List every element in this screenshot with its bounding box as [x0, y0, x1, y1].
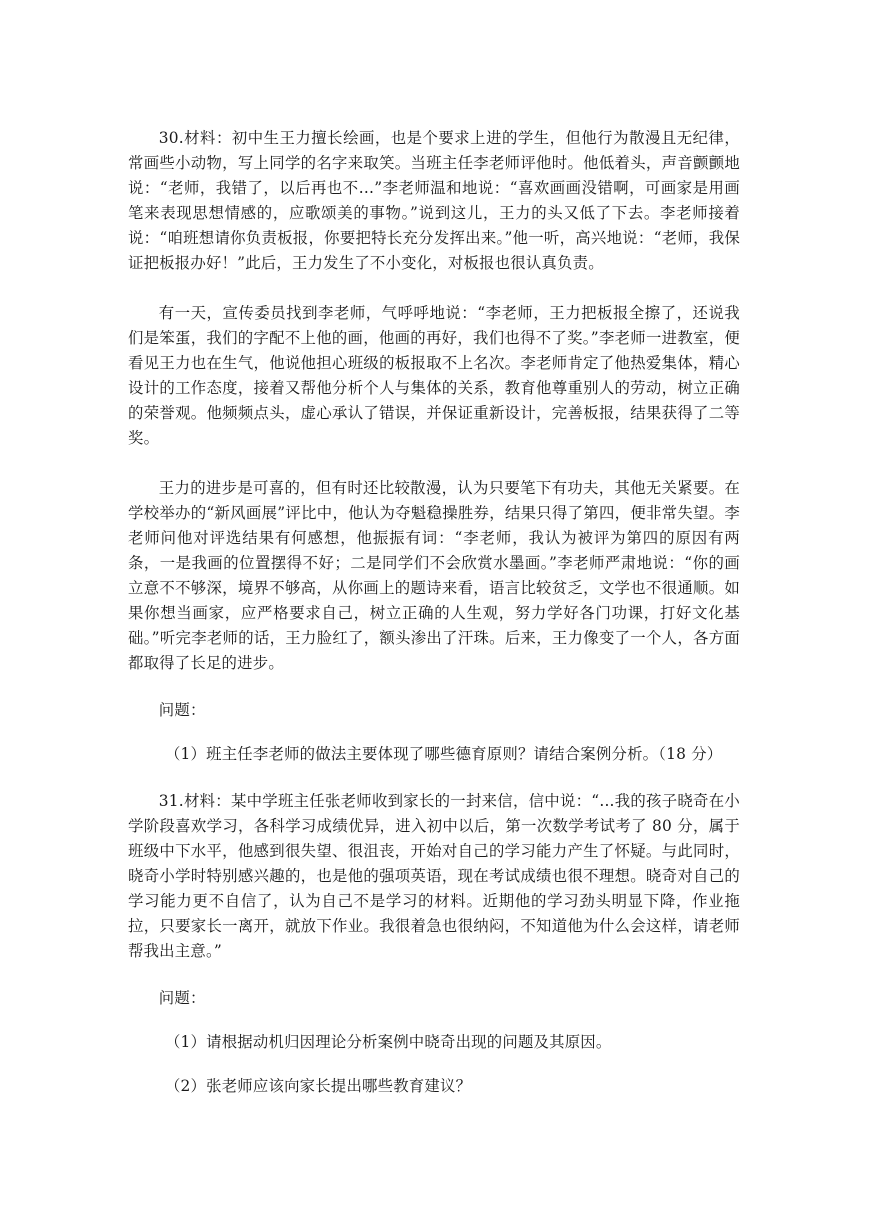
q30-material-paragraph-3: 王力的进步是可喜的，但有时还比较散漫，认为只要笔下有功夫，其他无关紧要。在学校举办的“新风画展”评比中，他认为夺魁稳操胜券，结果只得了第四，便非常失望。李老师问他对评选结果有何感想，他振振有词：“李老师，我认为被评为第四的原因有两条，一是我画的位置摆得不好；二是同学们不会欣赏水墨画。”李老师严肃地说：“你的画立意不不够深，境界不够高，从你画上的题诗来看，语言比较贫乏，文学也不很通顺。如果你想当画家，应严格要求自己，树立正确的人生观，努力学好各门功课，打好文化基础。”听完李老师的话，王力脸红了，额头渗出了汗珠。后来，王力像变了一个人，各方面都取得了长足的进步。	[128, 479, 740, 672]
document-page	[128, 126, 740, 1099]
spacer	[128, 1011, 740, 1030]
spacer	[128, 964, 740, 986]
q30-question-label: 问题：	[158, 701, 206, 719]
spacer	[128, 676, 740, 698]
q31-question-label: 问题：	[158, 989, 206, 1007]
spacer	[128, 276, 740, 301]
spacer	[128, 1055, 740, 1074]
spacer	[128, 723, 740, 742]
spacer	[128, 767, 740, 789]
q30-material-paragraph-1: 30.材料：初中生王力擅长绘画，也是个要求上进的学生，但他行为散漫且无纪律，常画些小动物，写上同学的名字来取笑。当班主任李老师评他时。他低着头，声音颤颤地说：“老师，我错了，以后再也不…”李老师温和地说：“喜欢画画没错啊，可画家是用画笔来表现思想情感的，应歌颂美的事物。”说到这儿，王力的头又低了下去。李老师接着说：“咱班想请你负责板报，你要把特长充分发挥出来。”他一听，高兴地说：“老师，我保证把板报办好！”此后，王力发生了不小变化，对板报也很认真负责。	[128, 129, 740, 272]
spacer	[128, 451, 740, 476]
q31-material-paragraph-1: 31.材料：某中学班主任张老师收到家长的一封来信，信中说：“...我的孩子晓奇在小学阶段喜欢学习，各科学习成绩优异，进入初中以后，第一次数学考试考了 80 分，属于班级中下水平，他感到很失望、很沮丧，开始对自己的学习能力产生了怀疑。与此同时，晓奇小学时特别感兴趣的，也是他的强项英语，现在考试成绩也很不理想。晓奇对自己的学习能力更不自信了，认为自己不是学习的材料。近期他的学习劲头明显下降，作业拖拉，只要家长一离开，就放下作业。我很着急也很纳闷，不知道他为什么会这样，请老师帮我出主意。”	[128, 792, 740, 960]
q30-material-paragraph-2: 有一天，宣传委员找到李老师，气呼呼地说：“李老师，王力把板报全擦了，还说我们是笨蛋，我们的字配不上他的画，他画的再好，我们也得不了奖。”李老师一进教室，便看见王力也在生气，他说他担心班级的板报取不上名次。李老师肯定了他热爱集体，精心设计的工作态度，接着又帮他分析个人与集体的关系，教育他尊重别人的劳动，树立正确的荣誉观。他频频点头，虚心承认了错误，并保证重新设计，完善板报，结果获得了二等奖。	[128, 304, 740, 447]
q31-sub-question-2: （2）张老师应该向家长提出哪些教育建议？	[164, 1077, 472, 1095]
q30-sub-question-1: （1）班主任李老师的做法主要体现了哪些德育原则？请结合案例分析。（18 分）	[164, 745, 723, 763]
q31-sub-question-1: （1）请根据动机归因理论分析案例中晓奇出现的问题及其原因。	[164, 1033, 612, 1051]
